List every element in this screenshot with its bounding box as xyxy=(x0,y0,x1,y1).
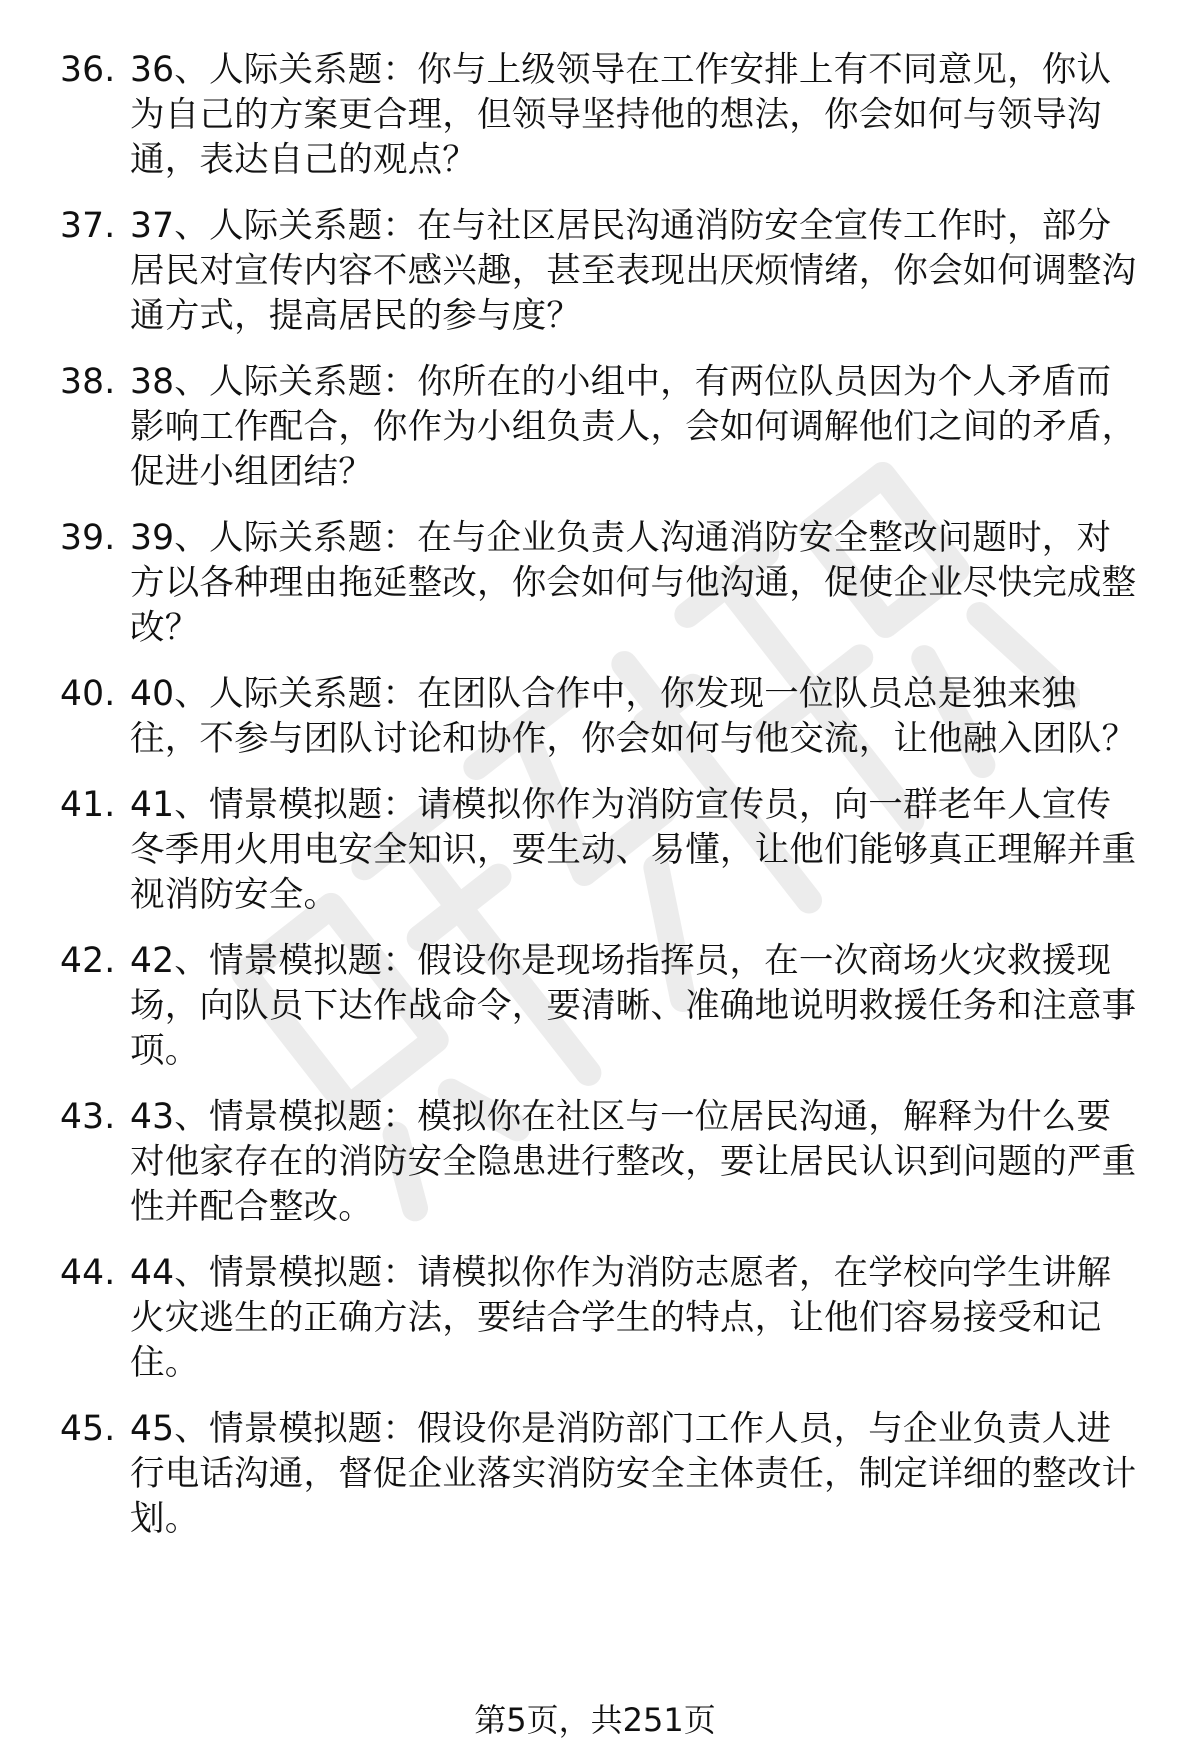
question-item xyxy=(0,204,1190,339)
question-item xyxy=(0,1095,1190,1230)
question-number: 36. xyxy=(60,50,116,90)
question-text: 38、人际关系题：你所在的小组中，有两位队员因为个人矛盾而影响工作配合，你作为小组负责人，会如何调解他们之间的矛盾，促进小组团结？ xyxy=(130,362,1137,492)
question-number: 43. xyxy=(60,1097,116,1137)
question-text: 42、情景模拟题：假设你是现场指挥员，在一次商场火灾救援现场，向队员下达作战命令，要清晰、准确地说明救援任务和注意事项。 xyxy=(130,941,1137,1071)
question-number: 45. xyxy=(60,1409,116,1449)
question-item xyxy=(0,48,1190,183)
question-text: 37、人际关系题：在与社区居民沟通消防安全宣传工作时，部分居民对宣传内容不感兴趣，甚至表现出厌烦情绪，你会如何调整沟通方式，提高居民的参与度？ xyxy=(130,206,1137,336)
question-item xyxy=(0,360,1190,495)
question-text: 45、情景模拟题：假设你是消防部门工作人员，与企业负责人进行电话沟通，督促企业落实消防安全主体责任，制定详细的整改计划。 xyxy=(130,1409,1137,1539)
question-text: 43、情景模拟题：模拟你在社区与一位居民沟通，解释为什么要对他家存在的消防安全隐患进行整改，要让居民认识到问题的严重性并配合整改。 xyxy=(130,1097,1137,1227)
page-footer xyxy=(0,1700,1190,1740)
page-number: 第5页，共251页 xyxy=(474,1701,716,1739)
question-item xyxy=(0,1407,1190,1542)
question-number: 41. xyxy=(60,785,116,825)
question-list xyxy=(0,48,1190,1563)
question-item xyxy=(0,1251,1190,1386)
question-number: 44. xyxy=(60,1253,116,1293)
question-number: 40. xyxy=(60,674,116,714)
question-number: 39. xyxy=(60,518,116,558)
question-item xyxy=(0,783,1190,918)
question-item xyxy=(0,516,1190,651)
question-text: 39、人际关系题：在与企业负责人沟通消防安全整改问题时，对方以各种理由拖延整改，你会如何与他沟通，促使企业尽快完成整改？ xyxy=(130,518,1137,648)
question-text: 40、人际关系题：在团队合作中，你发现一位队员总是独来独往，不参与团队讨论和协作，你会如何与他交流，让他融入团队？ xyxy=(130,674,1137,759)
question-text: 41、情景模拟题：请模拟你作为消防宣传员，向一群老年人宣传冬季用火用电安全知识，要生动、易懂，让他们能够真正理解并重视消防安全。 xyxy=(130,785,1137,915)
question-text: 44、情景模拟题：请模拟你作为消防志愿者，在学校向学生讲解火灾逃生的正确方法，要结合学生的特点，让他们容易接受和记住。 xyxy=(130,1253,1112,1383)
question-item xyxy=(0,672,1190,762)
question-number: 37. xyxy=(60,206,116,246)
question-text: 36、人际关系题：你与上级领导在工作安排上有不同意见，你认为自己的方案更合理，但领导坚持他的想法，你会如何与领导沟通，表达自己的观点？ xyxy=(130,50,1112,180)
question-number: 42. xyxy=(60,941,116,981)
question-item xyxy=(0,939,1190,1074)
question-number: 38. xyxy=(60,362,116,402)
